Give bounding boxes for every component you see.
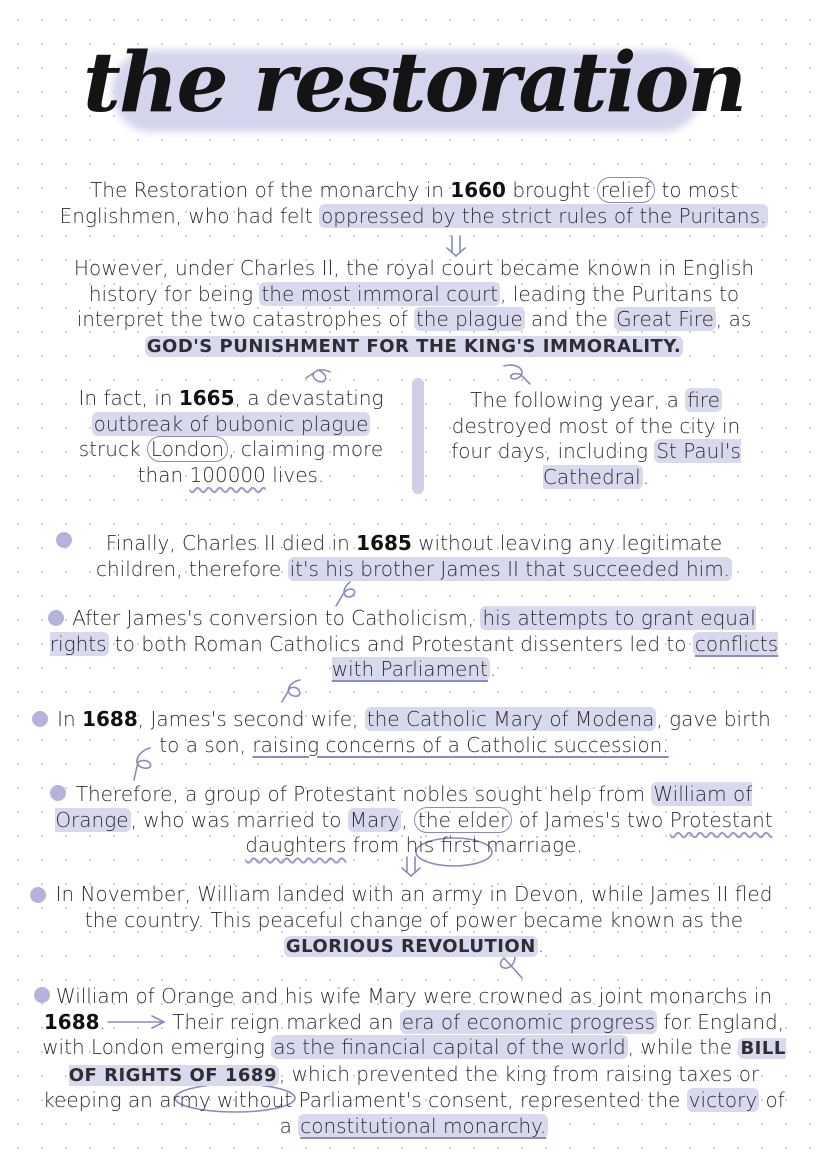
charles-court-paragraph: However, under Charles II, the royal court became known in English history for being the most immoral court , leading the Puritans to interpret the two catastrophes of the plague and the Great Fire , as GOD'S PUNISHMENT FOR THE KING'S IMMORALITY. — [73, 256, 755, 357]
down-arrow-icon — [447, 236, 465, 256]
intro-paragraph: The Restoration of the monarchy in 1660 brought relief to most Englishmen, who had felt oppressed by the strict rules of the Puritans. — [59, 178, 767, 228]
james-conversion-paragraph: After James's conversion to Catholicism, his attempts to grant equal rights to both Roman Catholics and Protestant dissenters led to conflicts with Parliament . — [49, 606, 779, 681]
fire-column: The following year, a fire destroyed most of the city in four days, including St Paul's Cathedral . — [451, 388, 741, 489]
curly-arrow-icon — [306, 370, 330, 382]
plague-column: In fact, in 1665, a devastating outbreak of bubonic plague struck London , claiming more than 100000 lives. — [78, 386, 384, 487]
curly-arrow-icon — [282, 680, 300, 702]
column-divider — [412, 378, 424, 494]
glorious-revolution-paragraph: In November, William landed with an army in Devon, while James II fled the country. This peaceful change of power became known as the GLORIOUS REVOLUTION . — [55, 882, 773, 957]
down-arrow-icon — [402, 857, 420, 876]
curly-arrow-icon — [336, 582, 355, 606]
bullet-dot — [56, 532, 72, 548]
page-title: the restoration — [83, 35, 745, 131]
curly-arrow-icon — [504, 365, 530, 384]
bullet-dot — [32, 711, 48, 727]
william-orange-paragraph: Therefore, a group of Protestant nobles sought help from William of Orange , who was married to Mary , the elder of James's two Protestant daughters from his first marriage. — [55, 782, 773, 857]
catholic-succession-paragraph: In 1688, James's second wife, the Catholic Mary of Modena , gave birth to a son, raising concerns of a Catholic succession. — [57, 707, 771, 757]
charles-death-paragraph: Finally, Charles II died in 1685 without leaving any legitimate children, therefore it's his brother James II that succeeded him. — [95, 531, 731, 581]
bullet-dot — [30, 887, 46, 903]
joint-monarchs-paragraph: William of Orange and his wife Mary were crowned as joint monarchs in 1688. Their reign marked an era of economic progress for England, with London emerging as the financial capital of the world , while the BILL OF RIGHTS OF 1689 , which prevented the king from raising taxes or keeping an army without Parliament's consent, represented the victory of a constitutional monarchy. — [42, 984, 786, 1138]
